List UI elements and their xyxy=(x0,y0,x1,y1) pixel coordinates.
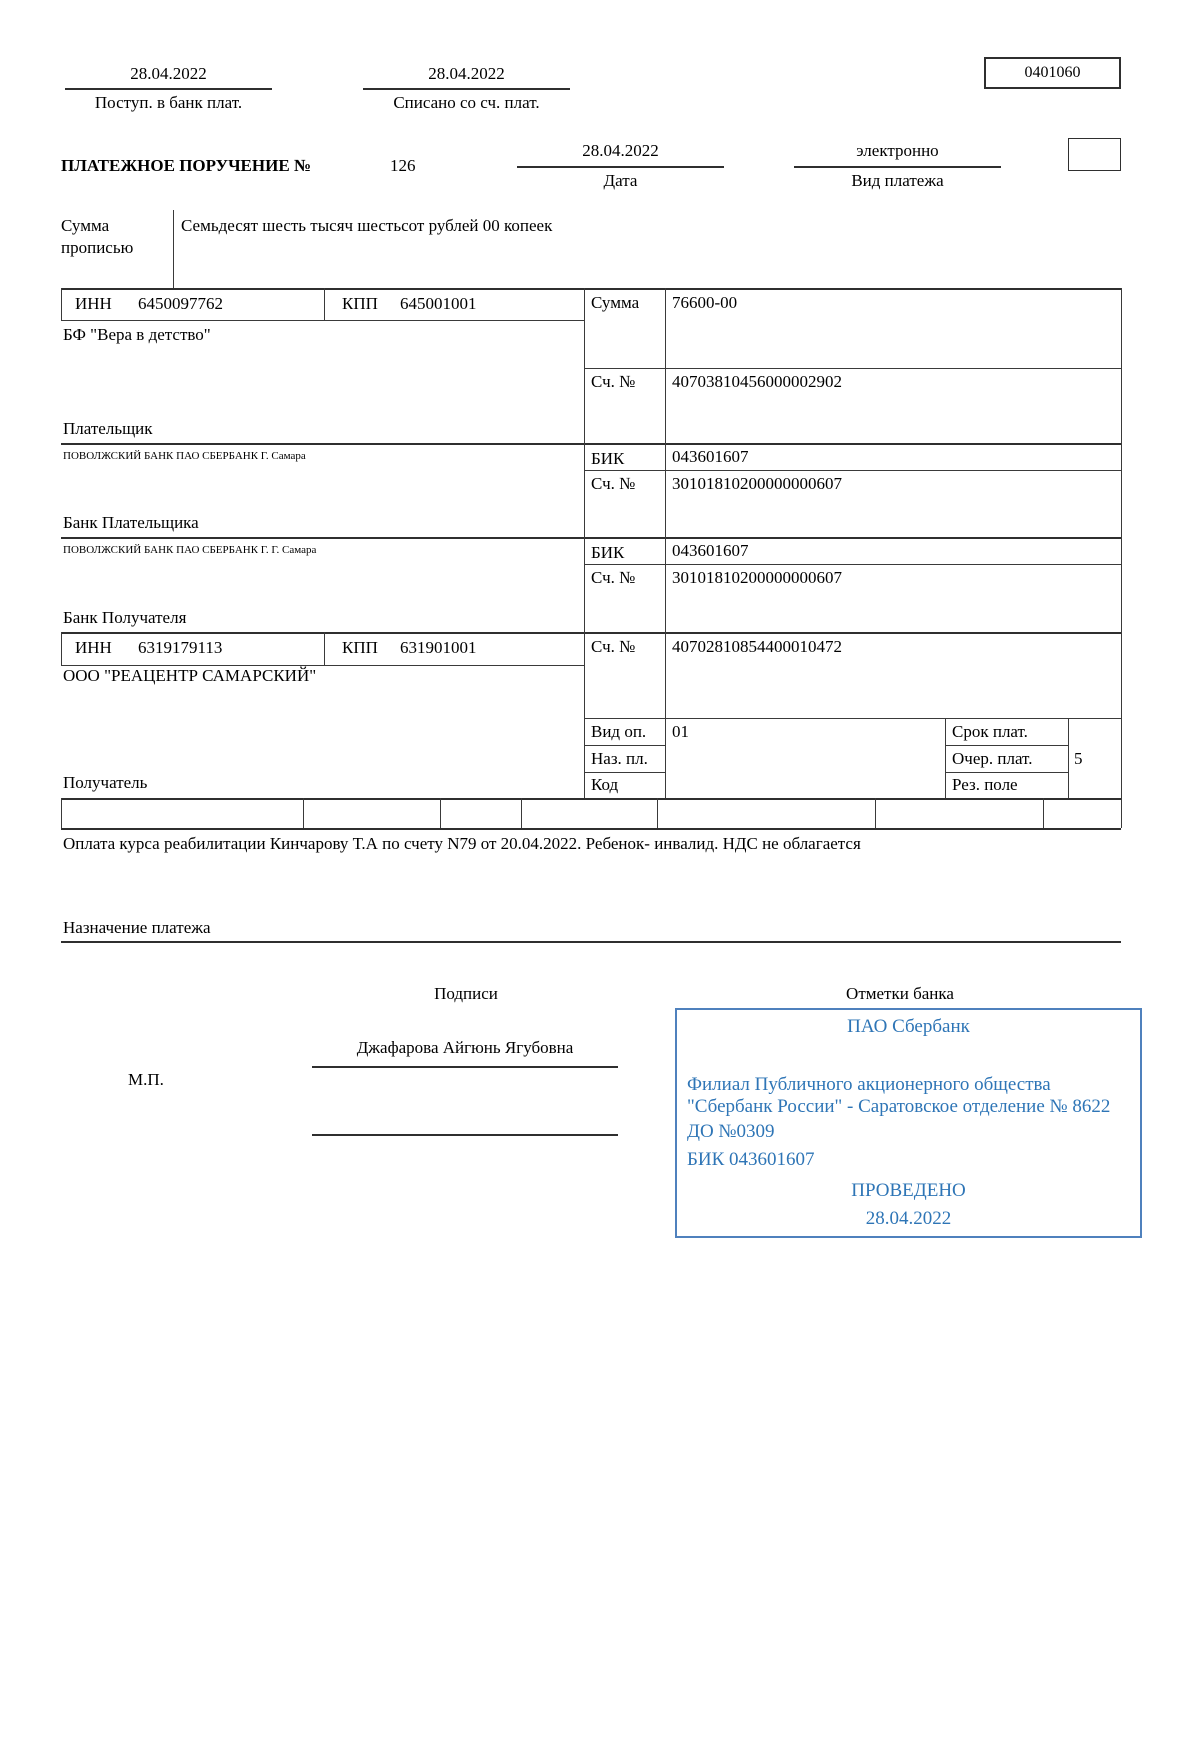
divider xyxy=(584,288,585,798)
divider xyxy=(945,718,946,798)
payee-bank-account-label: Сч. № xyxy=(591,568,636,587)
payee-kpp-label: КПП xyxy=(342,638,378,657)
payee-bank-bik-label: БИК xyxy=(591,543,625,562)
payee-bank-label: Банк Получателя xyxy=(63,608,187,627)
stamp-bank-name: ПАО Сбербанк xyxy=(847,1016,970,1037)
due-date-label: Срок плат. xyxy=(952,722,1028,741)
divider xyxy=(61,798,1121,800)
payer-kpp-label: КПП xyxy=(342,294,378,313)
payee-bank-bik: 043601607 xyxy=(672,541,749,560)
signer-name: Джафарова Айгюнь Ягубовна xyxy=(356,1038,574,1057)
status-code-box xyxy=(1068,138,1121,171)
date-debited: 28.04.2022 xyxy=(428,64,505,83)
date-received-label: Поступ. в банк плат. xyxy=(94,93,243,112)
divider xyxy=(61,828,1121,830)
divider xyxy=(657,798,658,828)
code-label: Код xyxy=(591,775,619,794)
divider xyxy=(794,166,1001,168)
payment-kind-label: Вид платежа xyxy=(851,171,944,190)
stamp-office: ДО №0309 xyxy=(687,1121,775,1142)
divider xyxy=(584,745,665,746)
document-number: 126 xyxy=(390,156,416,175)
sum-value: 76600-00 xyxy=(672,293,738,312)
signatures-label: Подписи xyxy=(434,984,498,1003)
divider xyxy=(61,941,1121,943)
divider xyxy=(363,88,570,90)
purpose-label: Назначение платежа xyxy=(63,918,211,937)
signature-line xyxy=(312,1134,618,1136)
stamp-date: 28.04.2022 xyxy=(865,1208,952,1229)
payer-bank-account-label: Сч. № xyxy=(591,474,636,493)
divider xyxy=(521,798,522,828)
bank-stamp-box xyxy=(675,1008,1142,1238)
payer-bank-account: 30101810200000000607 xyxy=(672,474,842,493)
divider xyxy=(517,166,724,168)
divider xyxy=(61,632,1121,634)
purpose-text: Оплата курса реабилитации Кинчарову Т.А по счету N79 от 20.04.2022. Ребенок- инвалид. НДС не облагается xyxy=(63,834,861,853)
divider xyxy=(1068,718,1069,798)
payee-inn: 6319179113 xyxy=(138,638,223,657)
payee-account: 40702810854400010472 xyxy=(672,637,842,656)
divider xyxy=(665,288,666,798)
divider xyxy=(945,745,1068,746)
payer-account: 40703810456000002902 xyxy=(672,372,842,391)
payment-kind: электронно xyxy=(856,141,939,160)
stamp-status: ПРОВЕДЕНО xyxy=(851,1180,966,1201)
sum-label: Сумма xyxy=(591,293,640,312)
amount-words-label2: прописью xyxy=(61,238,134,257)
priority-value: 5 xyxy=(1074,749,1083,768)
purpose-code-label: Наз. пл. xyxy=(591,749,648,768)
document-title: ПЛАТЕЖНОЕ ПОРУЧЕНИЕ № xyxy=(61,156,312,175)
stamp-bik: БИК 043601607 xyxy=(687,1149,815,1170)
payer-account-label: Сч. № xyxy=(591,372,636,391)
payer-inn: 6450097762 xyxy=(138,294,223,313)
divider xyxy=(61,632,62,665)
divider xyxy=(875,798,876,828)
divider xyxy=(65,88,272,90)
divider xyxy=(61,798,62,828)
divider xyxy=(61,288,62,320)
form-code-box xyxy=(984,57,1121,89)
bank-marks-label: Отметки банка xyxy=(846,984,954,1003)
divider xyxy=(303,798,304,828)
divider xyxy=(61,443,1121,445)
date-received: 28.04.2022 xyxy=(130,64,207,83)
payer-inn-label: ИНН xyxy=(75,294,112,313)
payer-bank-name: ПОВОЛЖСКИЙ БАНК ПАО СБЕРБАНК Г. Самара xyxy=(63,450,306,462)
payee-inn-label: ИНН xyxy=(75,638,112,657)
op-kind-label: Вид оп. xyxy=(591,722,647,741)
payer-bank-bik-label: БИК xyxy=(591,449,625,468)
stamp-place-label: М.П. xyxy=(128,1070,164,1089)
payee-bank-account: 30101810200000000607 xyxy=(672,568,842,587)
divider xyxy=(1043,798,1044,828)
divider xyxy=(945,772,1068,773)
divider xyxy=(61,320,584,321)
divider xyxy=(440,798,441,828)
divider xyxy=(324,288,325,320)
payer-label: Плательщик xyxy=(63,419,153,438)
reserve-field-label: Рез. поле xyxy=(952,775,1018,794)
divider xyxy=(324,632,325,665)
divider xyxy=(61,537,1121,539)
op-kind-value: 01 xyxy=(672,722,689,741)
divider xyxy=(61,288,1121,290)
divider xyxy=(1121,288,1122,828)
form-code: 0401060 xyxy=(1024,64,1081,81)
amount-words-value: Семьдесят шесть тысяч шестьсот рублей 00 копеек xyxy=(181,216,553,235)
payee-name: ООО "РЕАЦЕНТР САМАРСКИЙ" xyxy=(63,666,317,685)
divider xyxy=(584,772,665,773)
document-date-label: Дата xyxy=(603,171,638,190)
payee-label: Получатель xyxy=(63,773,148,792)
payee-bank-name: ПОВОЛЖСКИЙ БАНК ПАО СБЕРБАНК Г. Г. Самара xyxy=(63,544,317,556)
payer-bank-label: Банк Плательщика xyxy=(63,513,199,532)
payee-kpp: 631901001 xyxy=(400,638,477,657)
payer-bank-bik: 043601607 xyxy=(672,447,749,466)
payee-account-label: Сч. № xyxy=(591,637,636,656)
priority-label: Очер. плат. xyxy=(952,749,1033,768)
stamp-branch: Филиал Публичного акционерного общества "Сбербанк России" - Саратовское отделение № 8622 xyxy=(687,1074,1111,1117)
payer-name: БФ "Вера в детство" xyxy=(63,325,211,344)
date-debited-label: Списано со сч. плат. xyxy=(393,93,540,112)
document-date: 28.04.2022 xyxy=(582,141,659,160)
amount-words-label: Сумма xyxy=(61,216,110,235)
divider xyxy=(173,210,174,288)
payer-kpp: 645001001 xyxy=(400,294,477,313)
signature-line xyxy=(312,1066,618,1068)
